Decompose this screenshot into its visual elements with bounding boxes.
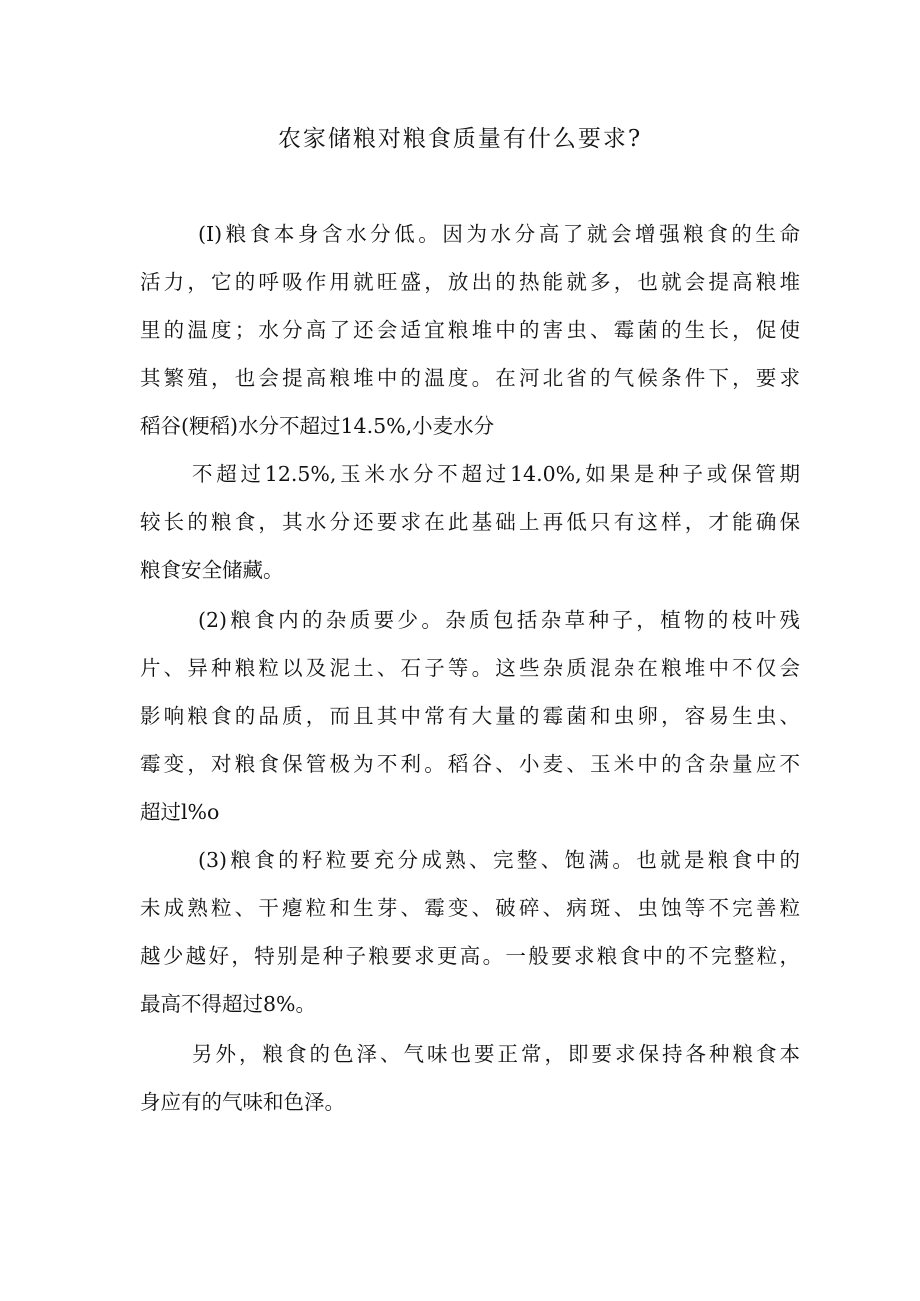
text-line: (I)粮食本身含水分低。因为水分高了就会增强粮食的生命 (198, 222, 800, 246)
text-line: 活力，它的呼吸作用就旺盛，放出的热能就多，也就会提高粮堆 (140, 270, 800, 294)
text-line: 粮食安全储藏。 (140, 558, 284, 582)
text-line: 其繁殖，也会提高粮堆中的温度。在河北省的气候条件下，要求 (140, 366, 800, 390)
text-line: (2)粮食内的杂质要少。杂质包括杂草种子，植物的枝叶残 (198, 608, 800, 632)
text-line: 越少越好，特别是种子粮要求更高。一般要求粮食中的不完整粒， (140, 944, 800, 968)
text-line: 稻谷(粳稻)水分不超过14.5%,小麦水分 (140, 414, 495, 438)
text-line: 不超过12.5%,玉米水分不超过14.0%,如果是种子或保管期 (192, 462, 800, 486)
text-line: (3)粮食的籽粒要充分成熟、完整、饱满。也就是粮食中的 (198, 848, 800, 872)
text-line: 超过l%o (140, 800, 220, 824)
text-line: 片、异种粮粒以及泥土、石子等。这些杂质混杂在粮堆中不仅会 (140, 656, 800, 680)
text-line: 较长的粮食，其水分还要求在此基础上再低只有这样，才能确保 (140, 510, 800, 534)
text-line: 未成熟粒、干瘪粒和生芽、霉变、破碎、病斑、虫蚀等不完善粒 (140, 896, 800, 920)
text-line: 最高不得超过8%。 (140, 992, 317, 1016)
text-line: 另外，粮食的色泽、气味也要正常，即要求保持各种粮食本 (192, 1042, 800, 1066)
text-line: 霉变，对粮食保管极为不利。稻谷、小麦、玉米中的含杂量应不 (140, 752, 800, 776)
text-line: 身应有的气味和色泽。 (140, 1090, 345, 1114)
document-title: 农家储粮对粮食质量有什么要求? (277, 126, 643, 152)
text-line: 里的温度；水分高了还会适宜粮堆中的害虫、霉菌的生长，促使 (140, 318, 800, 342)
text-line: 影响粮食的品质，而且其中常有大量的霉菌和虫卵，容易生虫、 (140, 704, 800, 728)
